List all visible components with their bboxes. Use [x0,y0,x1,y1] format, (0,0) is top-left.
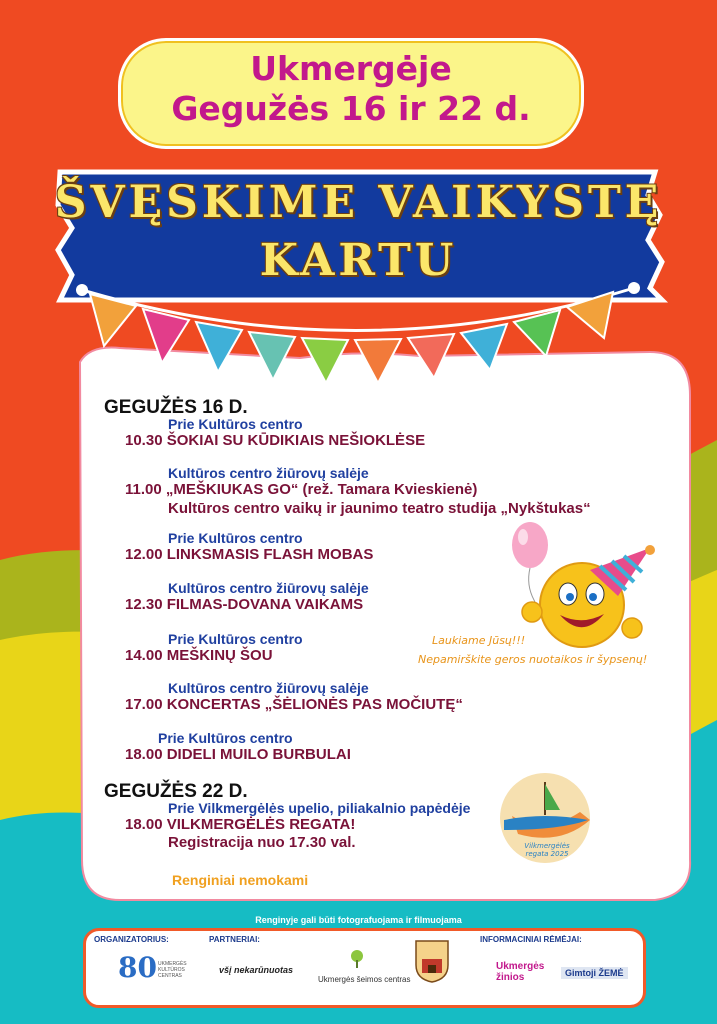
event-text: 11.00 „MEŠKIUKAS GO“ (rež. Tamara Kvieskienė) [125,481,478,498]
event-text: 12.30 FILMAS-DOVANA VAIKAMS [125,596,364,613]
title-line-2: KARTU [259,235,458,286]
tree-icon [346,949,368,969]
partner-nekarunuotas: všį nekarūnuotas [219,965,294,975]
free-events-note: Renginiai nemokami [172,872,309,888]
sponsors-strip [83,928,646,1008]
organizer-label: ORGANIZATORIUS: [94,935,169,944]
event-location: Prie Kultūros centro [168,416,303,432]
regatta-logo-text: Vilkmergėlės regata 2025 [524,842,570,858]
event-location: Prie Kultūros centro [168,631,303,647]
day2-heading: GEGUŽĖS 22 D. [104,781,248,802]
event-location: Prie Kultūros centro [168,530,303,546]
event-location: Kultūros centro žiūrovų salėje [168,465,369,481]
invite-line-2: Nepamirškite geros nuotaikos ir šypsenų! [418,653,648,666]
city-line: Ukmergėje [250,49,452,88]
organizer-logo-text: UKMERGĖS KULTŪROS CENTRAS [158,961,187,979]
title-area [0,150,717,300]
title-line-1: ŠVĘSKIME VAIKYSTĘ [54,177,663,228]
event-location: Kultūros centro žiūrovų salėje [168,680,369,696]
coat-of-arms-icon [414,939,450,983]
invite-line-1: Laukiame Jūsų!!! [432,634,526,647]
event-text: 18.00 DIDELI MUILO BURBULAI [125,746,351,763]
event-location: Prie Vilkmergėlės upelio, piliakalnio papėdėje [168,800,471,816]
event-text-secondary: Kultūros centro vaikų ir jaunimo teatro studija „Nykštukas“ [168,500,591,517]
event-location: Kultūros centro žiūrovų salėje [168,580,369,596]
event-text: 12.00 LINKSMASIS FLASH MOBAS [125,546,374,563]
event-location: Prie Kultūros centro [158,730,293,746]
day1-heading: GEGUŽĖS 16 D. [104,397,248,418]
event-text: 10.30 ŠOKIAI SU KŪDIKIAIS NEŠIOKLĖSE [125,432,426,449]
media-label: INFORMACINIAI RĖMĖJAI: [480,935,582,944]
dates-line: Gegužės 16 ir 22 d. [171,89,531,128]
partners-label: PARTNERIAI: [209,935,260,944]
photo-note: Renginyje gali būti fotografuojama ir filmuojama [255,915,462,925]
media-ukmerges-zinios: Ukmergės žinios [496,961,545,983]
event-text-secondary: Registracija nuo 17.30 val. [168,834,356,851]
date-box [118,38,584,149]
event-text: 14.00 MEŠKINŲ ŠOU [125,647,273,664]
partner-seimos-centras: Ukmergės šeimos centras [318,975,411,984]
event-text: 17.00 KONCERTAS „ŠĖLIONĖS PAS MOČIUTĘ“ [125,696,463,713]
media-gimtoji-zeme: Gimtoji ŽEMĖ [561,967,628,979]
event-text: 18.00 VILKMERGĖLĖS REGATA! [125,816,356,833]
organizer-logo: 80 [118,951,157,984]
